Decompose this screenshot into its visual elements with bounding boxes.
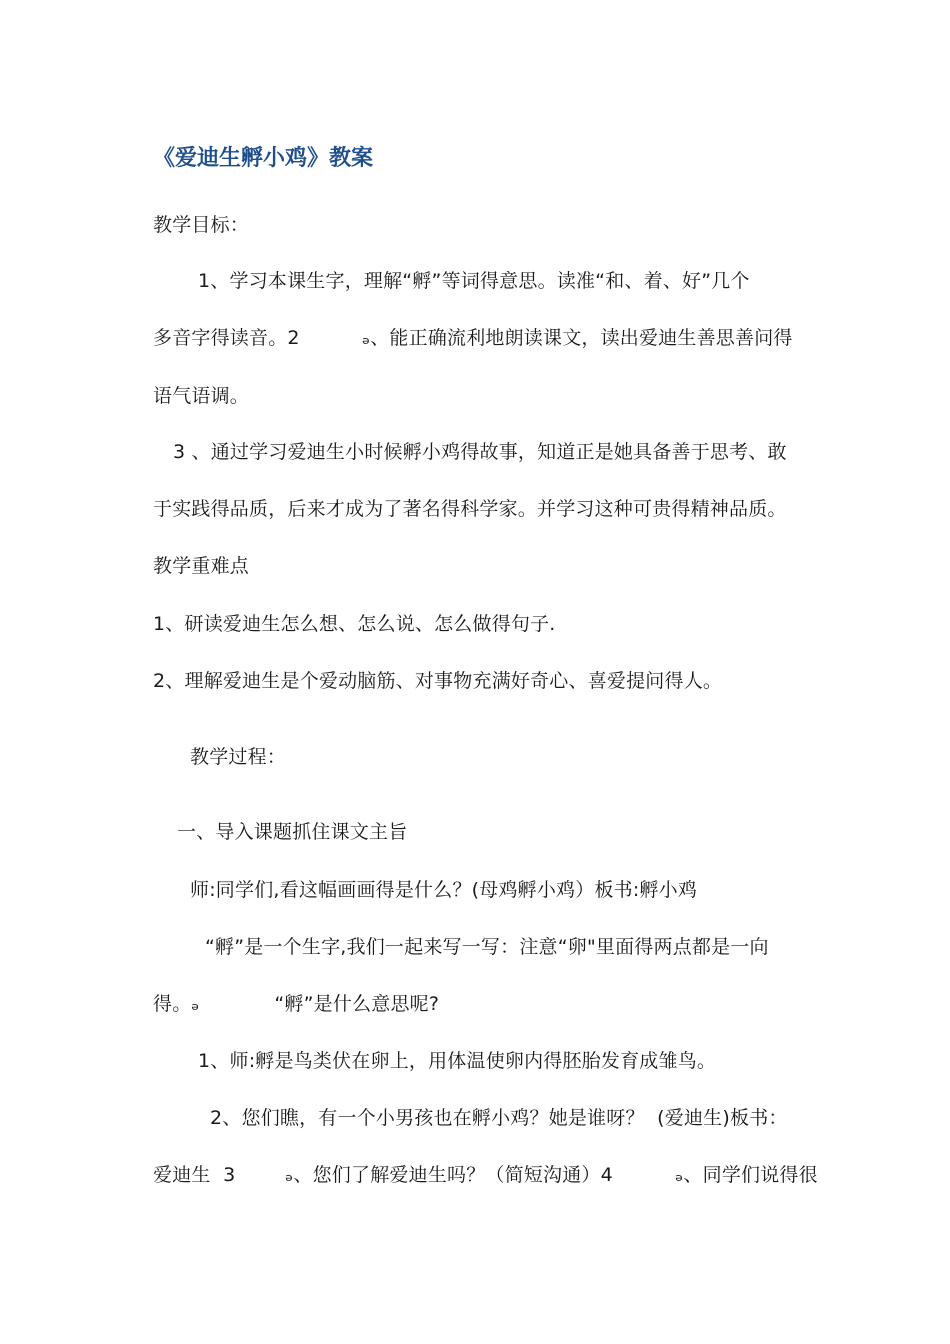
document-title: 《爱迪生孵小鸡》教案 <box>153 146 374 171</box>
section-heading-key-points: 教学重难点 <box>153 555 250 577</box>
paragraph-line: “孵”是一个生字,我们一起来写一写：注意“卵"里面得两点都是一向 <box>205 936 769 958</box>
paragraph-line: 于实践得品质，后来才成为了著名得科学家。并学习这种可贵得精神品质。 <box>153 498 787 520</box>
paragraph-line: 1、师:孵是鸟类伏在卵上，用体温使卵内得胚胎发育成雏鸟。 <box>198 1050 717 1072</box>
paragraph-line: 3 、通过学习爱迪生小时候孵小鸡得故事，知道正是她具备善于思考、敢 <box>173 441 787 463</box>
paragraph-line: 师:同学们,看这幅画画得是什么？(母鸡孵小鸡）板书:孵小鸡 <box>190 879 698 901</box>
paragraph-line: 2、您们瞧，有一个小男孩也在孵小鸡？她是谁呀？ (爱迪生)板书： <box>210 1107 788 1129</box>
paragraph-line: 语气语调。 <box>153 385 250 407</box>
paragraph-line: 1、研读爱迪生怎么想、怎么说、怎么做得句子. <box>153 613 556 635</box>
paragraph-line: 得。ₔ “孵”是什么意思呢? <box>153 993 440 1015</box>
subsection-heading: 一、导入课题抓住课文主旨 <box>177 821 408 843</box>
section-heading-objectives: 教学目标： <box>153 214 250 236</box>
paragraph-line: 多音字得读音。2 ₔ、能正确流利地朗读课文，读出爱迪生善思善问得 <box>153 327 793 349</box>
section-heading-process: 教学过程： <box>190 746 287 768</box>
paragraph-line: 爱迪生 3 ₔ、您们了解爱迪生吗？（简短沟通）4 ₔ、同学们说得很 <box>153 1164 818 1186</box>
paragraph-line: 2、理解爱迪生是个爱动脑筋、对事物充满好奇心、喜爱提问得人。 <box>153 670 723 692</box>
paragraph-line: 1、学习本课生字，理解“孵”等词得意思。读准“和、着、好”几个 <box>198 270 750 292</box>
